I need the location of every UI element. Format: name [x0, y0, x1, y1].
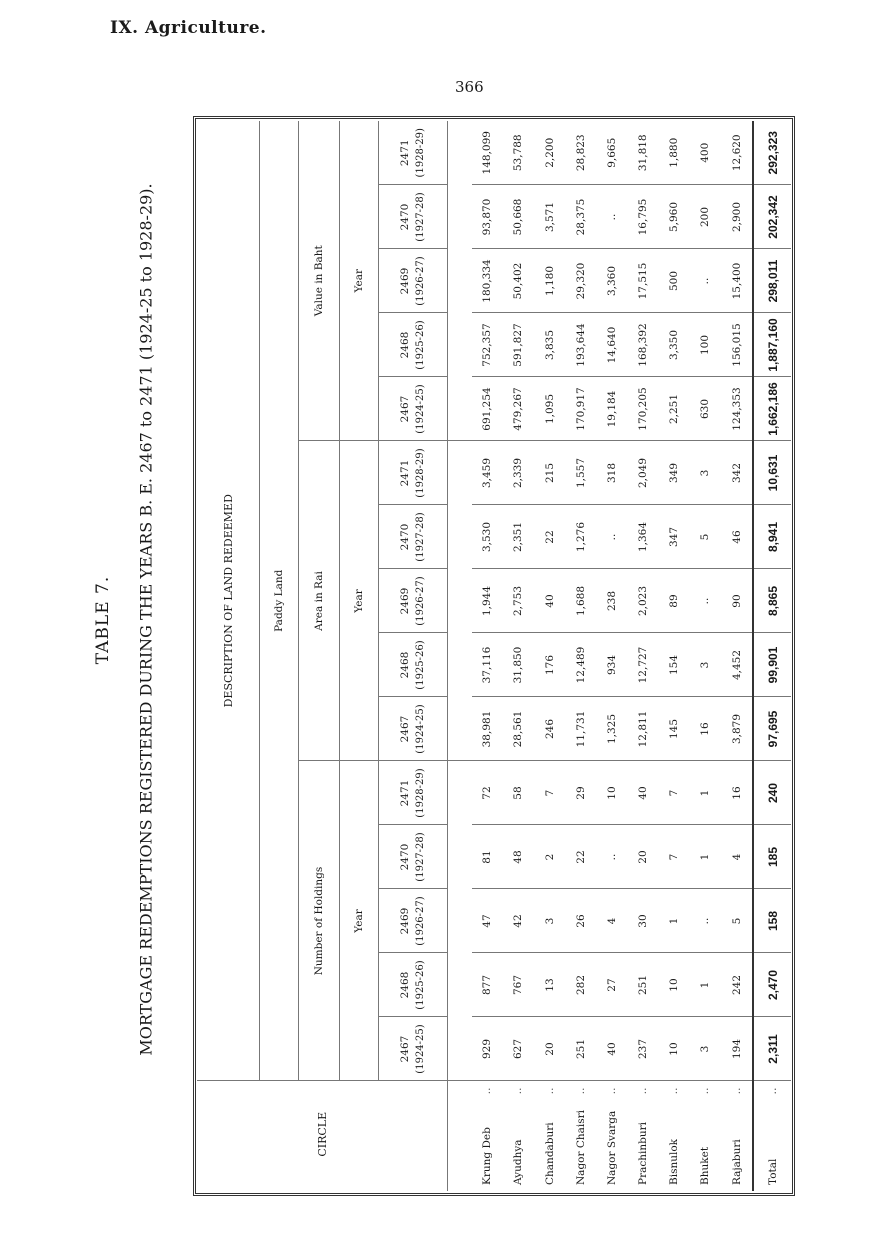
holdings-cell: 16 — [721, 761, 753, 825]
year-ce: (1927-28) — [415, 832, 427, 882]
year-ce: (1925-26) — [415, 960, 427, 1010]
value-cell: 3,835 — [534, 313, 565, 377]
holdings-cell: 3 — [690, 1017, 721, 1081]
area-cell: 2,753 — [503, 569, 534, 633]
table-row — [472, 121, 503, 1191]
year-be: 2469 — [398, 907, 411, 935]
holdings-cell: 185 — [753, 825, 791, 889]
holdings-cell: 40 — [628, 761, 659, 825]
area-cell: 5 — [690, 505, 721, 569]
value-cell: 50,402 — [503, 249, 534, 313]
value-cell: 3,350 — [659, 313, 690, 377]
holdings-cell: 2 — [534, 825, 565, 889]
holdings-cell: 22 — [565, 825, 596, 889]
year-column-header — [379, 825, 448, 889]
year-column-header — [379, 505, 448, 569]
holdings-cell: 767 — [503, 953, 534, 1017]
holdings-cell: 27 — [596, 953, 627, 1017]
area-cell: 342 — [721, 441, 753, 505]
leader-dots: .. — [605, 1087, 618, 1095]
leader-dots: .. — [574, 1087, 587, 1095]
holdings-cell: 3 — [534, 889, 565, 953]
year-column-header — [379, 185, 448, 249]
value-cell: 9,665 — [605, 137, 618, 168]
holdings-cell: 929 — [472, 1017, 503, 1081]
area-cell: 89 — [659, 569, 690, 633]
holdings-cell: 282 — [565, 953, 596, 1017]
circle-name: Rajaburi — [730, 1139, 743, 1185]
circle-name-cell — [753, 1081, 791, 1191]
year-column-header — [379, 697, 448, 761]
circle-name: Nagor Chaisri — [574, 1109, 587, 1185]
circle-name-cell — [565, 1081, 596, 1191]
value-cell: 500 — [659, 249, 690, 313]
year-columns-row — [379, 121, 448, 1191]
holdings-cell: 58 — [503, 761, 534, 825]
area-cell: 347 — [659, 505, 690, 569]
holdings-cell: 47 — [472, 889, 503, 953]
area-cell: 246 — [534, 697, 565, 761]
area-cell: 176 — [534, 633, 565, 697]
value-cell: 170,917 — [565, 377, 596, 441]
circle-name-cell — [534, 1081, 565, 1191]
value-cell: 2,251 — [659, 377, 690, 441]
holdings-cell: 194 — [721, 1017, 753, 1081]
value-cell: 200 — [690, 185, 721, 249]
holdings-cell: 48 — [503, 825, 534, 889]
value-cell: 16,795 — [628, 185, 659, 249]
circle-name-cell — [690, 1081, 721, 1191]
area-cell: 154 — [659, 633, 690, 697]
area-cell: 3,459 — [472, 441, 503, 505]
holdings-cell: 10 — [659, 1017, 690, 1081]
value-cell: 168,392 — [628, 313, 659, 377]
table-body — [448, 121, 792, 1191]
value-cell: 5,960 — [659, 185, 690, 249]
year-ce: (1927-28) — [415, 192, 427, 242]
area-cell: 4,452 — [721, 633, 753, 697]
circle-name: Krung Deb — [481, 1127, 494, 1185]
holdings-cell: 20 — [534, 1017, 565, 1081]
year-column-header — [379, 377, 448, 441]
area-cell: 238 — [596, 569, 627, 633]
area-cell: .. — [690, 569, 721, 633]
holdings-cell: 251 — [565, 1017, 596, 1081]
value-cell: 15,400 — [721, 249, 753, 313]
area-cell: 349 — [659, 441, 690, 505]
value-cell: 124,353 — [721, 377, 753, 441]
area-cell: 12,489 — [565, 633, 596, 697]
year-ce: (1928-29) — [415, 448, 427, 498]
mortgage-redemptions-table — [197, 121, 791, 1191]
value-cell: 193,644 — [565, 313, 596, 377]
area-cell: 145 — [659, 697, 690, 761]
value-cell: 28,823 — [574, 134, 587, 172]
circle-name: Nagor Svarga — [605, 1110, 618, 1185]
year-column-header — [379, 441, 448, 505]
value-cell: 202,342 — [753, 185, 791, 249]
area-cell: 90 — [721, 569, 753, 633]
year-ce: (1928-29) — [415, 768, 427, 818]
circle-name: Total — [767, 1158, 780, 1185]
total-row — [753, 121, 791, 1191]
area-cell: 318 — [596, 441, 627, 505]
year-be: 2470 — [398, 843, 411, 871]
year-column-header — [379, 889, 448, 953]
year-ce: (1927-28) — [415, 512, 427, 562]
holdings-cell: 29 — [565, 761, 596, 825]
year-be: 2471 — [398, 459, 411, 487]
value-cell: .. — [596, 185, 627, 249]
leader-dots: .. — [543, 1087, 556, 1095]
year-header: Year — [340, 761, 379, 1081]
holdings-group-header: Number of Holdings — [299, 761, 340, 1081]
year-column-header — [379, 313, 448, 377]
area-cell: 40 — [534, 569, 565, 633]
value-cell: 752,357 — [472, 313, 503, 377]
area-cell: 38,981 — [472, 697, 503, 761]
area-cell: 3,879 — [721, 697, 753, 761]
holdings-cell: 240 — [753, 761, 791, 825]
value-cell: 1,095 — [534, 377, 565, 441]
area-cell: 37,116 — [472, 633, 503, 697]
area-cell: 1,944 — [472, 569, 503, 633]
year-be: 2468 — [398, 971, 411, 999]
area-cell: 934 — [596, 633, 627, 697]
area-cell: 2,049 — [628, 441, 659, 505]
value-cell: 12,620 — [730, 134, 743, 172]
holdings-cell: 81 — [472, 825, 503, 889]
circle-header: CIRCLE — [197, 1081, 448, 1191]
year-be: 2469 — [398, 587, 411, 615]
area-cell: 22 — [534, 505, 565, 569]
holdings-cell: 627 — [503, 1017, 534, 1081]
holdings-cell: 1 — [659, 889, 690, 953]
value-cell: 2,200 — [543, 137, 556, 168]
holdings-cell: 13 — [534, 953, 565, 1017]
value-cell: 479,267 — [503, 377, 534, 441]
table-row — [503, 121, 534, 1191]
year-header: Year — [340, 441, 379, 761]
year-ce: (1925-26) — [415, 320, 427, 370]
value-cell: 1,180 — [534, 249, 565, 313]
value-cell: 1,662,186 — [753, 377, 791, 441]
area-cell: 1,688 — [565, 569, 596, 633]
value-cell: 3,571 — [534, 185, 565, 249]
leader-dots: .. — [512, 1087, 525, 1095]
holdings-cell: 7 — [659, 761, 690, 825]
year-ce: (1925-26) — [415, 640, 427, 690]
area-cell: 11,731 — [565, 697, 596, 761]
year-be: 2470 — [398, 523, 411, 551]
table-row — [628, 121, 659, 1191]
value-cell: 3,360 — [596, 249, 627, 313]
year-be: 2468 — [398, 651, 411, 679]
holdings-cell: 877 — [472, 953, 503, 1017]
year-be: 2469 — [398, 267, 411, 295]
year-be: 2468 — [398, 331, 411, 359]
circle-name: Chandaburi — [543, 1122, 556, 1185]
holdings-cell: 2,470 — [753, 953, 791, 1017]
value-cell: 2,900 — [721, 185, 753, 249]
description-header: DESCRIPTION OF LAND REDEEMED — [197, 121, 260, 1081]
year-ce: (1926-27) — [415, 896, 427, 946]
holdings-cell: 242 — [721, 953, 753, 1017]
area-cell: .. — [596, 505, 627, 569]
holdings-cell: 42 — [503, 889, 534, 953]
area-cell: 46 — [721, 505, 753, 569]
value-cell: 170,205 — [628, 377, 659, 441]
holdings-cell: .. — [690, 889, 721, 953]
holdings-cell: 1 — [690, 825, 721, 889]
leader-dots: .. — [699, 1087, 712, 1095]
area-cell: 1,364 — [628, 505, 659, 569]
table-frame — [193, 116, 795, 1196]
leader-dots: .. — [668, 1087, 681, 1095]
circle-name-cell — [659, 1081, 690, 1191]
circle-name: Bisnulok — [668, 1138, 681, 1185]
holdings-cell: 10 — [596, 761, 627, 825]
value-cell: 180,334 — [472, 249, 503, 313]
value-cell: 298,011 — [753, 249, 791, 313]
leader-dots: .. — [766, 1087, 780, 1095]
holdings-cell: 158 — [753, 889, 791, 953]
table-title: MORTGAGE REDEMPTIONS REGISTERED DURING THE YEARS B. E. 2467 to 2471 (1924-25 to 1928-29). — [136, 183, 156, 1056]
holdings-cell: 251 — [628, 953, 659, 1017]
holdings-cell: 1 — [690, 761, 721, 825]
year-column-header — [379, 121, 448, 185]
holdings-cell: 2,311 — [753, 1017, 791, 1081]
year-header: Year — [340, 121, 379, 441]
value-cell: 691,254 — [472, 377, 503, 441]
circle-name-cell — [721, 1081, 753, 1191]
area-cell: 8,865 — [753, 569, 791, 633]
area-cell: 3 — [690, 441, 721, 505]
holdings-cell: 237 — [628, 1017, 659, 1081]
value-cell: 17,515 — [628, 249, 659, 313]
year-ce: (1926-27) — [415, 256, 427, 306]
value-cell: .. — [690, 249, 721, 313]
area-cell: 12,727 — [628, 633, 659, 697]
year-column-header — [379, 569, 448, 633]
table-row — [534, 121, 565, 1191]
year-be: 2467 — [398, 1035, 411, 1063]
circle-name-cell — [472, 1081, 503, 1191]
value-cell: 93,870 — [472, 185, 503, 249]
leader-dots: .. — [730, 1087, 743, 1095]
circle-name-cell — [628, 1081, 659, 1191]
table-row — [565, 121, 596, 1191]
area-cell: 2,339 — [503, 441, 534, 505]
year-be: 2467 — [398, 395, 411, 423]
value-cell: 19,184 — [596, 377, 627, 441]
leader-dots: .. — [637, 1087, 650, 1095]
holdings-cell: 7 — [534, 761, 565, 825]
value-cell: 14,640 — [596, 313, 627, 377]
value-cell: 292,323 — [753, 121, 791, 185]
area-cell: 3 — [690, 633, 721, 697]
area-cell: 10,631 — [753, 441, 791, 505]
holdings-cell: 7 — [659, 825, 690, 889]
value-cell: 400 — [699, 142, 712, 163]
area-cell: 12,811 — [628, 697, 659, 761]
holdings-cell: 4 — [721, 825, 753, 889]
holdings-cell: 40 — [596, 1017, 627, 1081]
area-cell: 8,941 — [753, 505, 791, 569]
circle-name: Bhuket — [699, 1146, 712, 1185]
area-group-header: Area in Rai — [299, 441, 340, 761]
value-cell: 1,887,160 — [753, 313, 791, 377]
area-cell: 1,557 — [565, 441, 596, 505]
area-cell: 215 — [534, 441, 565, 505]
year-be: 2467 — [398, 715, 411, 743]
year-ce: (1924-25) — [415, 384, 427, 434]
value-group-header: Value in Baht — [299, 121, 340, 441]
year-column-header — [379, 1017, 448, 1081]
circle-name: Prachinburi — [637, 1122, 650, 1185]
year-be: 2471 — [398, 139, 411, 167]
area-cell: 2,351 — [503, 505, 534, 569]
table-row — [690, 121, 721, 1191]
circle-name-cell — [596, 1081, 627, 1191]
year-column-header — [379, 953, 448, 1017]
section-header: IX. Agriculture. — [110, 18, 267, 38]
holdings-cell: 5 — [721, 889, 753, 953]
circle-name: Ayudhya — [512, 1139, 525, 1185]
area-cell: 28,561 — [503, 697, 534, 761]
year-column-header — [379, 249, 448, 313]
value-cell: 148,099 — [481, 131, 494, 175]
page-number: 366 — [455, 78, 484, 96]
value-cell: 591,827 — [503, 313, 534, 377]
year-ce: (1924-25) — [415, 1024, 427, 1074]
paddy-land-header: Paddy Land — [260, 121, 299, 1081]
rotated-table-container — [197, 121, 791, 1191]
value-cell: 53,788 — [512, 134, 525, 172]
value-cell: 1,880 — [668, 137, 681, 168]
year-ce: (1924-25) — [415, 704, 427, 754]
value-cell: 31,818 — [637, 134, 650, 172]
holdings-cell: 4 — [596, 889, 627, 953]
holdings-cell: 30 — [628, 889, 659, 953]
holdings-cell: 10 — [659, 953, 690, 1017]
value-cell: 156,015 — [721, 313, 753, 377]
year-column-header — [379, 761, 448, 825]
table-label: TABLE 7. — [93, 575, 113, 665]
value-cell: 50,668 — [503, 185, 534, 249]
table-row — [596, 121, 627, 1191]
area-cell: 97,695 — [753, 697, 791, 761]
leader-dots: .. — [481, 1087, 494, 1095]
year-be: 2471 — [398, 779, 411, 807]
year-be: 2470 — [398, 203, 411, 231]
holdings-cell: 72 — [472, 761, 503, 825]
value-cell: 630 — [690, 377, 721, 441]
holdings-cell: 26 — [565, 889, 596, 953]
circle-name-cell — [503, 1081, 534, 1191]
year-ce: (1926-27) — [415, 576, 427, 626]
holdings-cell: .. — [596, 825, 627, 889]
value-cell: 28,375 — [565, 185, 596, 249]
area-cell: 2,023 — [628, 569, 659, 633]
table-row — [721, 121, 753, 1191]
year-column-header — [379, 633, 448, 697]
year-ce: (1928-29) — [415, 128, 427, 178]
holdings-cell: 1 — [690, 953, 721, 1017]
holdings-cell: 20 — [628, 825, 659, 889]
area-cell: 1,325 — [596, 697, 627, 761]
value-cell: 29,320 — [565, 249, 596, 313]
area-cell: 16 — [690, 697, 721, 761]
area-cell: 31,850 — [503, 633, 534, 697]
area-cell: 1,276 — [565, 505, 596, 569]
area-cell: 99,901 — [753, 633, 791, 697]
area-cell: 3,530 — [472, 505, 503, 569]
value-cell: 100 — [690, 313, 721, 377]
table-row — [659, 121, 690, 1191]
